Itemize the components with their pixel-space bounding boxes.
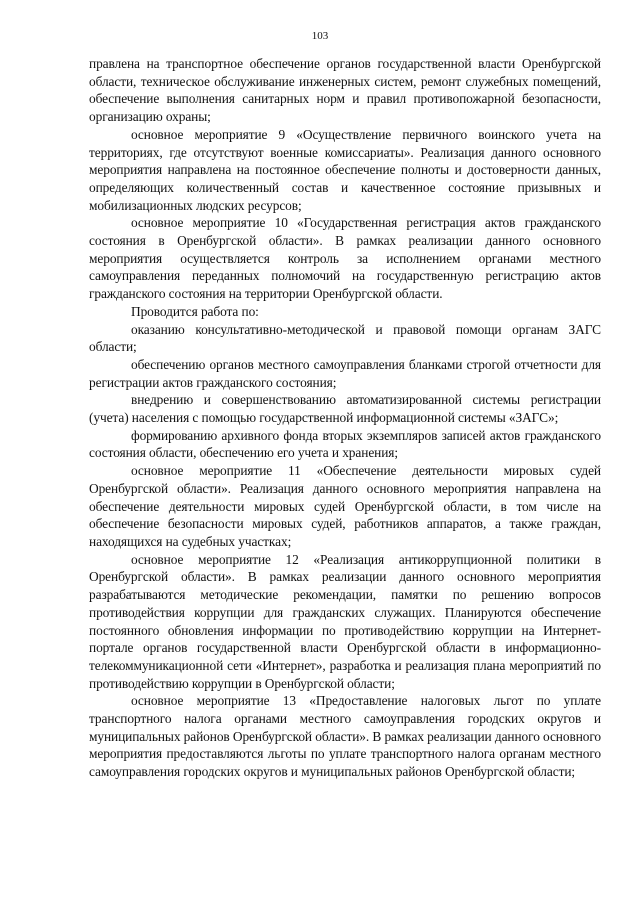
paragraph-5: оказанию консультативно-методической и правовой помощи органам ЗАГС области; bbox=[89, 321, 601, 355]
paragraph-9: основное мероприятие 11 «Обеспечение деятельности мировых судей Оренбургской области». Реализация данного основного мероприятия направлена на обеспечение деятельности мировых судей Оренбургской области, в том числе на обеспечение безопасности мировых судей, работников аппаратов, а также граждан, находящихся на судебных участках; bbox=[89, 463, 601, 549]
paragraph-8: формированию архивного фонда вторых экземпляров записей актов гражданского состояния области, обеспечению его учета и хранения; bbox=[89, 427, 601, 461]
paragraph-7: внедрению и совершенствованию автоматизированной системы регистрации (учета) населения с помощью государственной информационной системы «ЗАГС»; bbox=[89, 392, 601, 426]
paragraph-10: основное мероприятие 12 «Реализация антикоррупционной политики в Оренбургской области». В рамках реализации данного основного мероприятия разрабатываются методические рекомендации, памятки по решению вопросов противодействия коррупции для гражданских служащих. Планируются обеспечение постоянного обновления информации по противодействию коррупции на Интернет-портале органов государственной власти Оренбургской области в информационно-телекоммуникационной сети «Интернет», разработка и реализация плана мероприятий по противодействию коррупции в Оренбургской области; bbox=[89, 551, 601, 691]
paragraph-1: правлена на транспортное обеспечение органов государственной власти Оренбургской области, техническое обслуживание инженерных систем, ремонт служебных помещений, обеспечение выполнения санитарных норм и правил противопожарной безопасности, организацию охраны; bbox=[89, 56, 601, 125]
paragraph-4: Проводится работа по: bbox=[131, 303, 259, 319]
paragraph-3: основное мероприятие 10 «Государственная регистрация актов гражданского состояния в Оренбургской области». В рамках реализации данного основного мероприятия осуществляется контроль за исполнением органами местного самоуправления переданных полномочий на государственную регистрацию актов гражданского состояния на территории Оренбургской области. bbox=[89, 215, 601, 302]
page-number: 103 bbox=[311, 30, 329, 42]
document-body bbox=[89, 55, 601, 781]
paragraph-2: основное мероприятие 9 «Осуществление первичного воинского учета на территориях, где отсутствуют военные комиссариаты». Реализация данного основного мероприятия направлена на постоянное обеспечение полноты и достоверности данных, определяющих количественный состав и качественное состояние призывных и мобилизационных людских ресурсов; bbox=[89, 126, 601, 213]
paragraph-6: обеспечению органов местного самоуправления бланками строгой отчетности для регистрации актов гражданского состояния; bbox=[89, 356, 601, 390]
paragraph-11: основное мероприятие 13 «Предоставление налоговых льгот по уплате транспортного налога органами местного самоуправления городских округов и муниципальных районов Оренбургской области». В рамках реализации данного основного мероприятия предоставляются льготы по уплате транспортного налога органам местного самоуправления городских округов и муниципальных районов Оренбургской области; bbox=[89, 693, 602, 780]
